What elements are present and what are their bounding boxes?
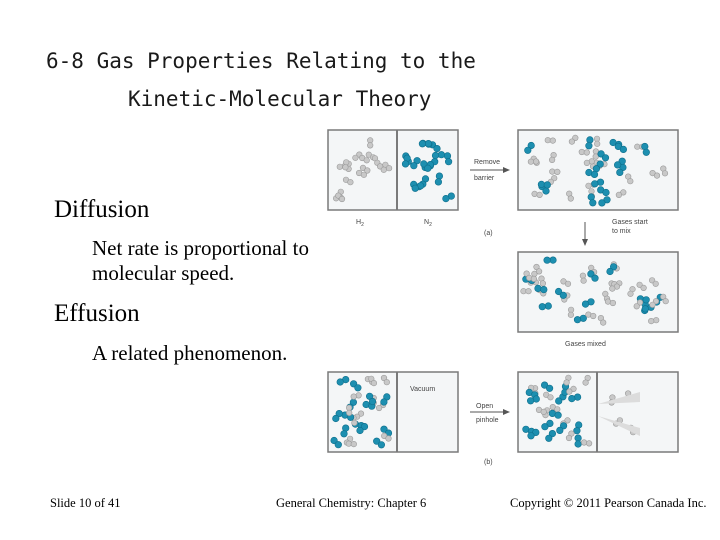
- label-gases-mixed: Gases mixed: [565, 341, 606, 348]
- slide-number: Slide 10 of 41: [50, 496, 121, 510]
- h2-molecule: [581, 440, 592, 447]
- course-name: General Chemistry: Chapter 6: [276, 496, 427, 510]
- bullet-effusion-text: A related phenomenon.: [92, 341, 288, 365]
- label-part-a: (a): [484, 230, 493, 237]
- remove-barrier-arrowhead: [503, 167, 510, 173]
- label-h2: $H_2$: [356, 219, 364, 228]
- label-barrier: barrier: [474, 175, 495, 182]
- copyright: Copyright © 2011 Pearson Canada Inc.: [510, 496, 707, 510]
- label-pinhole: pinhole: [476, 417, 499, 424]
- label-gases-start: Gases start: [612, 219, 648, 226]
- label-remove: Remove: [474, 159, 501, 166]
- label-to-mix: to mix: [612, 228, 631, 235]
- label-open: Open: [476, 403, 494, 410]
- mix-down-arrowhead: [582, 239, 588, 246]
- h2-molecule: [648, 317, 659, 324]
- h2-molecule: [532, 191, 543, 198]
- title-line-2: Kinetic-Molecular Theory: [128, 87, 432, 111]
- open-pinhole-arrowhead: [503, 409, 510, 415]
- bullet-diffusion-heading: Diffusion: [54, 196, 150, 223]
- title-line-1: 6-8 Gas Properties Relating to the: [46, 49, 476, 73]
- label-n2: $N_2$: [424, 219, 432, 228]
- bullet-diffusion-text-line-2: molecular speed.: [92, 261, 235, 285]
- bullet-diffusion-text-line-1: Net rate is proportional to: [92, 236, 309, 260]
- label-part-b: (b): [484, 459, 493, 466]
- bullet-effusion-heading: Effusion: [54, 300, 140, 327]
- label-vacuum: Vacuum: [410, 386, 436, 393]
